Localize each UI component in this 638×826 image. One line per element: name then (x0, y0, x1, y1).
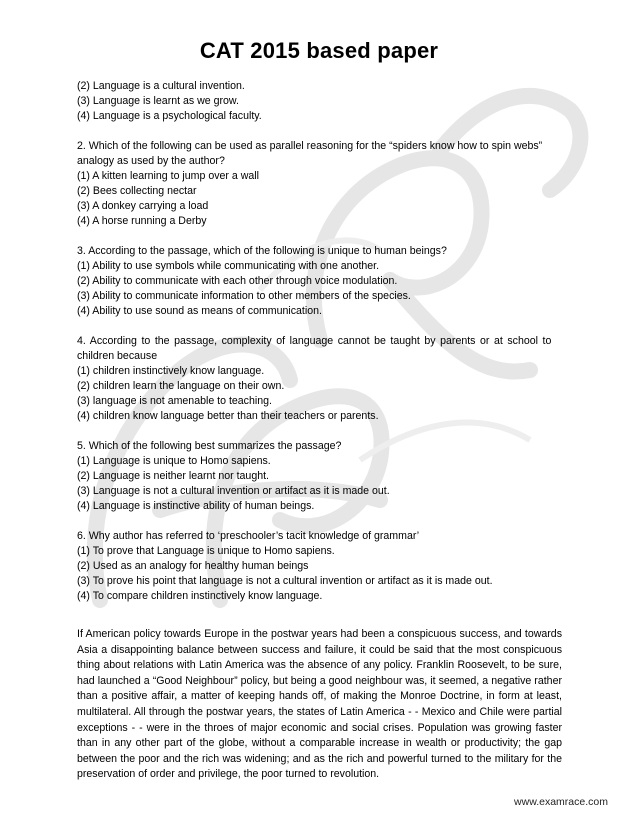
option-line: (4) Ability to use sound as means of communication. (77, 305, 322, 317)
questions-content (77, 79, 562, 619)
option-line: (3) language is not amenable to teaching. (77, 395, 272, 407)
question-stem: 2. Which of the following can be used as parallel reasoning for the “spiders know how to spin webs” (77, 140, 543, 152)
option-line: (4) Language is instinctive ability of human beings. (77, 500, 315, 512)
question-4 (77, 334, 562, 424)
option-line: (2) children learn the language on their own. (77, 380, 285, 392)
option-line: (2) Language is neither learnt nor taught. (77, 470, 269, 482)
question-stem: children because (77, 350, 158, 362)
option-line: (2) Ability to communicate with each other through voice modulation. (77, 275, 398, 287)
option-line: (2) Used as an analogy for healthy human beings (77, 560, 309, 572)
question-5 (77, 439, 562, 514)
footer-url: www.examrace.com (514, 796, 608, 808)
option-line: (1) Ability to use symbols while communicating with one another. (77, 260, 380, 272)
question-stem: 4. According to the passage, complexity of language cannot be taught by parents or at school to (77, 335, 552, 347)
option-line: (4) children know language better than their teachers or parents. (77, 410, 379, 422)
option-line: (3) Language is not a cultural invention or artifact as it is made out. (77, 485, 390, 497)
option-line: (1) To prove that Language is unique to Homo sapiens. (77, 545, 335, 557)
option-line: (4) A horse running a Derby (77, 215, 207, 227)
option-line: (4) Language is a psychological faculty. (77, 110, 262, 122)
question-2 (77, 139, 562, 229)
option-line: (3) Language is learnt as we grow. (77, 95, 239, 107)
option-line: (1) Language is unique to Homo sapiens. (77, 455, 271, 467)
question-1-options-tail (77, 79, 562, 124)
option-line: (3) To prove his point that language is not a cultural invention or artifact as it is made out. (77, 575, 493, 587)
option-line: (2) Language is a cultural invention. (77, 80, 245, 92)
question-3 (77, 244, 562, 319)
question-stem: analogy as used by the author? (77, 155, 225, 167)
option-line: (2) Bees collecting nectar (77, 185, 197, 197)
option-line: (4) To compare children instinctively know language. (77, 590, 323, 602)
question-6 (77, 529, 562, 604)
page-title: CAT 2015 based paper (199, 38, 439, 63)
option-line: (3) A donkey carrying a load (77, 200, 209, 212)
question-stem: 6. Why author has referred to ‘preschooler’s tacit knowledge of grammar’ (77, 530, 420, 542)
option-line: (1) A kitten learning to jump over a wall (77, 170, 259, 182)
option-line: (1) children instinctively know language. (77, 365, 265, 377)
question-stem: 3. According to the passage, which of the following is unique to human beings? (77, 245, 447, 257)
reading-passage: If American policy towards Europe in the postwar years had been a conspicuous success, and towards Asia a disappointing balance between success and failure, it could be said that the most conspicuous thing about relations with Latin America was the absence of any policy. Franklin Roosevelt, to be sure, had launched a “Good Neighbour” policy, but being a good neighbour was, it seemed, a negative rather than a positive affair, a matter of keeping hands off, of making the Monroe Doctrine, in form at least, multilateral. All through the postwar years, the states of Latin America - - Mexico and Chile were partial exceptions - - were in the throes of major economic and social crises. Population was growing faster than in any other part of the globe, without a comparable increase in wealth or productivity; the gap between the poor and the rich was widening; and as the rich and powerful turned to the military for the preservation of order and privilege, the poor turned to revolution. (77, 628, 562, 781)
question-stem: 5. Which of the following best summarizes the passage? (77, 440, 342, 452)
option-line: (3) Ability to communicate information to other members of the species. (77, 290, 411, 302)
